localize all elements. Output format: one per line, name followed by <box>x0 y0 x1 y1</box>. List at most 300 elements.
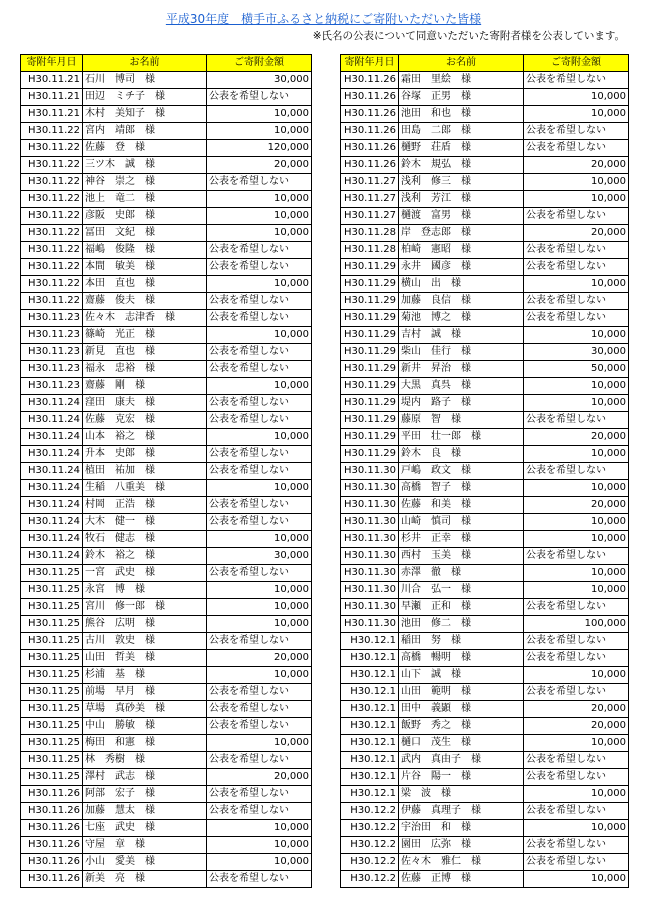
donation-date: H30.11.24 <box>21 531 83 548</box>
donor-name: 川合 弘一 様 <box>399 582 524 599</box>
donor-name: 升本 史郎 様 <box>83 446 207 463</box>
table-row <box>21 718 312 735</box>
donation-amount: 公表を希望しない <box>207 701 312 718</box>
donation-date: H30.11.22 <box>21 242 83 259</box>
donation-amount: 30,000 <box>524 344 629 361</box>
donation-date: H30.11.30 <box>341 582 399 599</box>
table-row <box>341 361 629 378</box>
donation-amount: 公表を希望しない <box>207 293 312 310</box>
donation-date: H30.11.28 <box>341 242 399 259</box>
table-row <box>341 106 629 123</box>
donation-date: H30.11.25 <box>21 667 83 684</box>
donation-date: H30.11.30 <box>341 514 399 531</box>
donor-name: 池上 竜二 様 <box>83 191 207 208</box>
donor-name: 新美 亮 様 <box>83 871 207 888</box>
donation-amount: 公表を希望しない <box>524 242 629 259</box>
table-row <box>21 208 312 225</box>
donor-name: 杉浦 基 様 <box>83 667 207 684</box>
donation-amount: 10,000 <box>207 123 312 140</box>
donor-name: 戸嶋 政文 様 <box>399 463 524 480</box>
donation-amount: 10,000 <box>207 480 312 497</box>
donor-name: 伊藤 真理子 様 <box>399 803 524 820</box>
donor-name: 前場 早月 様 <box>83 684 207 701</box>
donor-name: 池田 和也 様 <box>399 106 524 123</box>
donation-amount: 公表を希望しない <box>207 412 312 429</box>
donor-name: 七座 武史 様 <box>83 820 207 837</box>
donation-amount: 10,000 <box>207 854 312 871</box>
donation-amount: 公表を希望しない <box>524 140 629 157</box>
donor-name: 藤原 智 様 <box>399 412 524 429</box>
donation-amount: 公表を希望しない <box>207 395 312 412</box>
donation-amount: 公表を希望しない <box>207 684 312 701</box>
donation-amount: 10,000 <box>524 667 629 684</box>
donation-date: H30.11.24 <box>21 412 83 429</box>
donor-name: 柏崎 憲昭 様 <box>399 242 524 259</box>
donation-amount: 公表を希望しない <box>207 89 312 106</box>
table-row <box>21 769 312 786</box>
table-row <box>21 633 312 650</box>
table-row <box>21 803 312 820</box>
table-row <box>21 89 312 106</box>
donor-table-right <box>340 54 629 888</box>
donor-name: 片谷 陽一 様 <box>399 769 524 786</box>
table-row <box>341 140 629 157</box>
donation-amount: 公表を希望しない <box>524 293 629 310</box>
donation-date: H30.11.25 <box>21 650 83 667</box>
table-row <box>341 786 629 803</box>
donor-name: 木村 美知子 様 <box>83 106 207 123</box>
donor-name: 一宮 武史 様 <box>83 565 207 582</box>
donation-date: H30.11.26 <box>341 140 399 157</box>
donation-date: H30.11.21 <box>21 72 83 89</box>
donation-date: H30.11.21 <box>21 89 83 106</box>
disclosure-note: ※氏名の公表について同意いただいた寄附者様を公表しています。 <box>312 30 625 42</box>
donation-amount: 公表を希望しない <box>207 565 312 582</box>
donor-name: 生稲 八重美 様 <box>83 480 207 497</box>
donation-date: H30.11.29 <box>341 446 399 463</box>
donor-name: 永井 國彦 様 <box>399 259 524 276</box>
donation-date: H30.12.2 <box>341 837 399 854</box>
donor-name: 草場 真砂美 様 <box>83 701 207 718</box>
donation-amount: 公表を希望しない <box>207 752 312 769</box>
donor-name: 飯野 秀之 様 <box>399 718 524 735</box>
table-row <box>341 412 629 429</box>
donation-date: H30.11.24 <box>21 480 83 497</box>
donor-name: 西村 玉美 様 <box>399 548 524 565</box>
donor-name: 篠崎 光正 様 <box>83 327 207 344</box>
donor-name: 大木 健一 様 <box>83 514 207 531</box>
donation-date: H30.11.22 <box>21 140 83 157</box>
table-row <box>21 837 312 854</box>
donor-name: 林 秀樹 様 <box>83 752 207 769</box>
donation-amount: 10,000 <box>207 820 312 837</box>
donation-date: H30.11.23 <box>21 327 83 344</box>
donation-date: H30.11.30 <box>341 497 399 514</box>
donation-amount: 20,000 <box>207 769 312 786</box>
donation-amount: 公表を希望しない <box>524 650 629 667</box>
donation-amount: 公表を希望しない <box>524 310 629 327</box>
donor-name: 池田 修二 様 <box>399 616 524 633</box>
donation-date: H30.11.26 <box>21 786 83 803</box>
donor-name: 山田 範明 様 <box>399 684 524 701</box>
table-row <box>341 718 629 735</box>
donation-amount: 10,000 <box>524 735 629 752</box>
table-row <box>21 650 312 667</box>
donation-date: H30.11.30 <box>341 565 399 582</box>
table-row <box>21 854 312 871</box>
donation-date: H30.11.24 <box>21 514 83 531</box>
table-row <box>341 497 629 514</box>
header-name: お名前 <box>399 55 524 72</box>
donation-amount: 20,000 <box>207 650 312 667</box>
donation-date: H30.11.24 <box>21 497 83 514</box>
donor-name: 高橋 暢明 様 <box>399 650 524 667</box>
donor-name: 武内 真由子 様 <box>399 752 524 769</box>
donation-amount: 10,000 <box>207 327 312 344</box>
header-date: 寄附年月日 <box>341 55 399 72</box>
donation-date: H30.12.1 <box>341 667 399 684</box>
donor-name: 石川 博司 様 <box>83 72 207 89</box>
donation-date: H30.12.1 <box>341 684 399 701</box>
donor-name: 樋野 荘盾 様 <box>399 140 524 157</box>
donation-date: H30.11.26 <box>341 106 399 123</box>
donation-date: H30.11.27 <box>341 174 399 191</box>
donor-name: 山下 誠 様 <box>399 667 524 684</box>
table-row <box>21 701 312 718</box>
table-row <box>341 701 629 718</box>
table-row <box>341 72 629 89</box>
donation-date: H30.11.26 <box>21 854 83 871</box>
donor-name: 浅利 芳江 様 <box>399 191 524 208</box>
table-row <box>341 242 629 259</box>
table-row <box>341 157 629 174</box>
donation-date: H30.11.21 <box>21 106 83 123</box>
table-row <box>21 361 312 378</box>
donation-date: H30.11.26 <box>21 803 83 820</box>
donor-name: 佐々木 志津香 様 <box>83 310 207 327</box>
table-row <box>21 327 312 344</box>
table-row <box>21 786 312 803</box>
table-row <box>341 395 629 412</box>
donor-name: 山田 哲美 様 <box>83 650 207 667</box>
donor-name: 谷塚 正男 様 <box>399 89 524 106</box>
table-row <box>341 565 629 582</box>
table-row <box>341 633 629 650</box>
donation-date: H30.11.22 <box>21 191 83 208</box>
donation-amount: 公表を希望しない <box>207 871 312 888</box>
table-row <box>341 548 629 565</box>
donor-name: 横山 出 様 <box>399 276 524 293</box>
donation-date: H30.11.25 <box>21 633 83 650</box>
table-row <box>341 684 629 701</box>
donor-name: 中山 勝敏 様 <box>83 718 207 735</box>
donor-name: 齋藤 俊夫 様 <box>83 293 207 310</box>
donation-amount: 10,000 <box>207 276 312 293</box>
donation-amount: 20,000 <box>524 718 629 735</box>
table-row <box>341 735 629 752</box>
table-row <box>21 480 312 497</box>
donation-date: H30.11.26 <box>21 837 83 854</box>
donation-amount: 20,000 <box>524 157 629 174</box>
donation-date: H30.11.25 <box>21 769 83 786</box>
table-row <box>341 650 629 667</box>
donor-name: 牧石 健志 様 <box>83 531 207 548</box>
donation-amount: 公表を希望しない <box>524 463 629 480</box>
donor-name: 福永 忠裕 様 <box>83 361 207 378</box>
donation-amount: 50,000 <box>524 361 629 378</box>
donation-date: H30.11.29 <box>341 344 399 361</box>
table-row <box>21 871 312 888</box>
donor-name: 平田 壮一郎 様 <box>399 429 524 446</box>
donation-amount: 20,000 <box>524 497 629 514</box>
donor-name: 高橋 智子 様 <box>399 480 524 497</box>
donor-name: 彦阪 史郎 様 <box>83 208 207 225</box>
donation-amount: 公表を希望しない <box>207 786 312 803</box>
donation-amount: 公表を希望しない <box>207 803 312 820</box>
donation-amount: 10,000 <box>207 225 312 242</box>
table-row <box>21 429 312 446</box>
table-row <box>341 276 629 293</box>
donation-date: H30.11.25 <box>21 565 83 582</box>
donation-amount: 公表を希望しない <box>524 769 629 786</box>
donation-amount: 公表を希望しない <box>524 837 629 854</box>
donor-name: 鈴木 裕之 様 <box>83 548 207 565</box>
table-row <box>341 378 629 395</box>
table-row <box>341 429 629 446</box>
donation-date: H30.12.2 <box>341 820 399 837</box>
donation-date: H30.11.26 <box>341 89 399 106</box>
donation-date: H30.11.27 <box>341 208 399 225</box>
donor-name: 杉井 正幸 様 <box>399 531 524 548</box>
donor-name: 村岡 正浩 様 <box>83 497 207 514</box>
donation-amount: 120,000 <box>207 140 312 157</box>
donor-name: 樋口 茂生 様 <box>399 735 524 752</box>
donation-amount: 公表を希望しない <box>207 718 312 735</box>
table-row <box>341 463 629 480</box>
donation-amount: 公表を希望しない <box>524 123 629 140</box>
donation-date: H30.11.29 <box>341 327 399 344</box>
donor-name: 佐藤 登 様 <box>83 140 207 157</box>
donation-date: H30.11.25 <box>21 701 83 718</box>
donation-date: H30.11.26 <box>341 157 399 174</box>
donor-name: 菊池 博之 様 <box>399 310 524 327</box>
donation-date: H30.11.29 <box>341 310 399 327</box>
donor-name: 新見 直也 様 <box>83 344 207 361</box>
donation-amount: 公表を希望しない <box>524 854 629 871</box>
donation-amount: 公表を希望しない <box>207 310 312 327</box>
donation-date: H30.11.26 <box>341 123 399 140</box>
donation-amount: 公表を希望しない <box>524 752 629 769</box>
donation-amount: 公表を希望しない <box>524 412 629 429</box>
table-row <box>21 344 312 361</box>
donation-amount: 30,000 <box>207 72 312 89</box>
donation-date: H30.11.30 <box>341 616 399 633</box>
donor-name: 本田 直也 様 <box>83 276 207 293</box>
donor-name: 田島 二郎 様 <box>399 123 524 140</box>
donor-name: 梁 波 様 <box>399 786 524 803</box>
table-row <box>341 599 629 616</box>
donation-date: H30.11.25 <box>21 752 83 769</box>
donor-name: 窪田 康夫 様 <box>83 395 207 412</box>
table-row <box>21 667 312 684</box>
table-row <box>341 310 629 327</box>
donation-date: H30.12.1 <box>341 735 399 752</box>
donation-amount: 10,000 <box>524 582 629 599</box>
donation-date: H30.11.23 <box>21 361 83 378</box>
donation-amount: 10,000 <box>524 89 629 106</box>
donation-amount: 10,000 <box>207 616 312 633</box>
donation-date: H30.12.2 <box>341 803 399 820</box>
donor-name: 稲田 努 様 <box>399 633 524 650</box>
header-name: お名前 <box>83 55 207 72</box>
table-row <box>21 72 312 89</box>
donation-date: H30.11.22 <box>21 276 83 293</box>
donor-name: 冨田 文紀 様 <box>83 225 207 242</box>
donation-amount: 20,000 <box>524 429 629 446</box>
donation-date: H30.11.22 <box>21 174 83 191</box>
donation-date: H30.11.30 <box>341 548 399 565</box>
donation-amount: 10,000 <box>207 599 312 616</box>
donation-date: H30.11.26 <box>21 820 83 837</box>
donor-name: 霜田 里絵 様 <box>399 72 524 89</box>
donation-date: H30.11.22 <box>21 293 83 310</box>
donation-amount: 10,000 <box>524 106 629 123</box>
donation-amount: 10,000 <box>524 191 629 208</box>
table-row <box>341 769 629 786</box>
donation-amount: 10,000 <box>524 531 629 548</box>
donor-name: 田中 義顕 様 <box>399 701 524 718</box>
donor-name: 齋藤 剛 様 <box>83 378 207 395</box>
donor-name: 佐藤 克宏 様 <box>83 412 207 429</box>
table-row <box>21 497 312 514</box>
donor-name: 阿部 宏子 様 <box>83 786 207 803</box>
donation-amount: 100,000 <box>524 616 629 633</box>
table-row <box>341 123 629 140</box>
donation-date: H30.11.25 <box>21 684 83 701</box>
table-row <box>21 174 312 191</box>
donation-date: H30.11.30 <box>341 463 399 480</box>
header-amount: ご寄附金額 <box>207 55 312 72</box>
donation-date: H30.12.1 <box>341 786 399 803</box>
table-row <box>341 259 629 276</box>
table-row <box>21 140 312 157</box>
header-amount: ご寄附金額 <box>524 55 629 72</box>
donation-amount: 10,000 <box>207 837 312 854</box>
donation-date: H30.11.26 <box>21 871 83 888</box>
donation-date: H30.11.25 <box>21 582 83 599</box>
donor-name: 宇治田 和 様 <box>399 820 524 837</box>
donor-name: 佐々木 雅仁 様 <box>399 854 524 871</box>
donation-amount: 10,000 <box>207 106 312 123</box>
donation-amount: 公表を希望しない <box>207 514 312 531</box>
table-row <box>341 446 629 463</box>
header-row <box>341 55 629 72</box>
donor-name: 赤澤 徹 様 <box>399 565 524 582</box>
donation-date: H30.11.28 <box>341 225 399 242</box>
donation-date: H30.11.22 <box>21 208 83 225</box>
donor-name: 熊谷 広明 様 <box>83 616 207 633</box>
table-row <box>341 514 629 531</box>
donation-amount: 10,000 <box>207 191 312 208</box>
donation-amount: 10,000 <box>524 820 629 837</box>
table-row <box>341 837 629 854</box>
table-row <box>21 735 312 752</box>
table-row <box>21 752 312 769</box>
donation-amount: 10,000 <box>524 327 629 344</box>
table-row <box>21 684 312 701</box>
donor-name: 樋渡 富男 様 <box>399 208 524 225</box>
table-row <box>21 259 312 276</box>
donation-amount: 10,000 <box>207 531 312 548</box>
donor-name: 本間 敏美 様 <box>83 259 207 276</box>
donation-amount: 20,000 <box>207 157 312 174</box>
donation-amount: 公表を希望しない <box>524 803 629 820</box>
table-row <box>341 225 629 242</box>
donation-amount: 10,000 <box>524 786 629 803</box>
donation-amount: 公表を希望しない <box>207 497 312 514</box>
table-row <box>21 565 312 582</box>
donation-date: H30.11.24 <box>21 463 83 480</box>
donation-amount: 10,000 <box>524 378 629 395</box>
donation-date: H30.12.1 <box>341 752 399 769</box>
donation-date: H30.11.25 <box>21 735 83 752</box>
donation-date: H30.12.1 <box>341 650 399 667</box>
donor-name: 小山 愛美 様 <box>83 854 207 871</box>
donation-amount: 10,000 <box>524 446 629 463</box>
donor-name: 三ツ木 誠 様 <box>83 157 207 174</box>
donation-date: H30.11.29 <box>341 378 399 395</box>
table-row <box>341 174 629 191</box>
donation-date: H30.12.2 <box>341 854 399 871</box>
table-row <box>341 480 629 497</box>
donation-date: H30.12.1 <box>341 633 399 650</box>
donation-date: H30.11.25 <box>21 616 83 633</box>
header-row <box>21 55 312 72</box>
table-row <box>21 378 312 395</box>
donation-date: H30.11.24 <box>21 429 83 446</box>
donation-date: H30.11.29 <box>341 293 399 310</box>
header-date: 寄附年月日 <box>21 55 83 72</box>
table-row <box>21 582 312 599</box>
donor-name: 澤村 武志 様 <box>83 769 207 786</box>
donation-date: H30.12.1 <box>341 718 399 735</box>
table-row <box>341 191 629 208</box>
donation-date: H30.11.30 <box>341 531 399 548</box>
donation-amount: 10,000 <box>207 667 312 684</box>
donation-amount: 10,000 <box>524 480 629 497</box>
donation-amount: 公表を希望しない <box>207 174 312 191</box>
donation-date: H30.11.22 <box>21 259 83 276</box>
table-row <box>21 616 312 633</box>
donation-amount: 公表を希望しない <box>207 361 312 378</box>
table-row <box>21 276 312 293</box>
donor-name: 加藤 慧太 様 <box>83 803 207 820</box>
table-row <box>21 106 312 123</box>
donation-date: H30.11.29 <box>341 412 399 429</box>
donation-date: H30.12.2 <box>341 871 399 888</box>
table-row <box>21 820 312 837</box>
donor-name: 田辺 ミチ子 様 <box>83 89 207 106</box>
donor-name: 早瀬 正和 様 <box>399 599 524 616</box>
table-row <box>341 803 629 820</box>
page-title: 平成30年度 横手市ふるさと納税にご寄附いただいた皆様 <box>165 12 482 26</box>
donation-amount: 公表を希望しない <box>207 633 312 650</box>
table-row <box>21 463 312 480</box>
donor-name: 浅利 修三 様 <box>399 174 524 191</box>
table-row <box>341 752 629 769</box>
donation-date: H30.11.29 <box>341 429 399 446</box>
donor-name: 大黒 真呉 様 <box>399 378 524 395</box>
